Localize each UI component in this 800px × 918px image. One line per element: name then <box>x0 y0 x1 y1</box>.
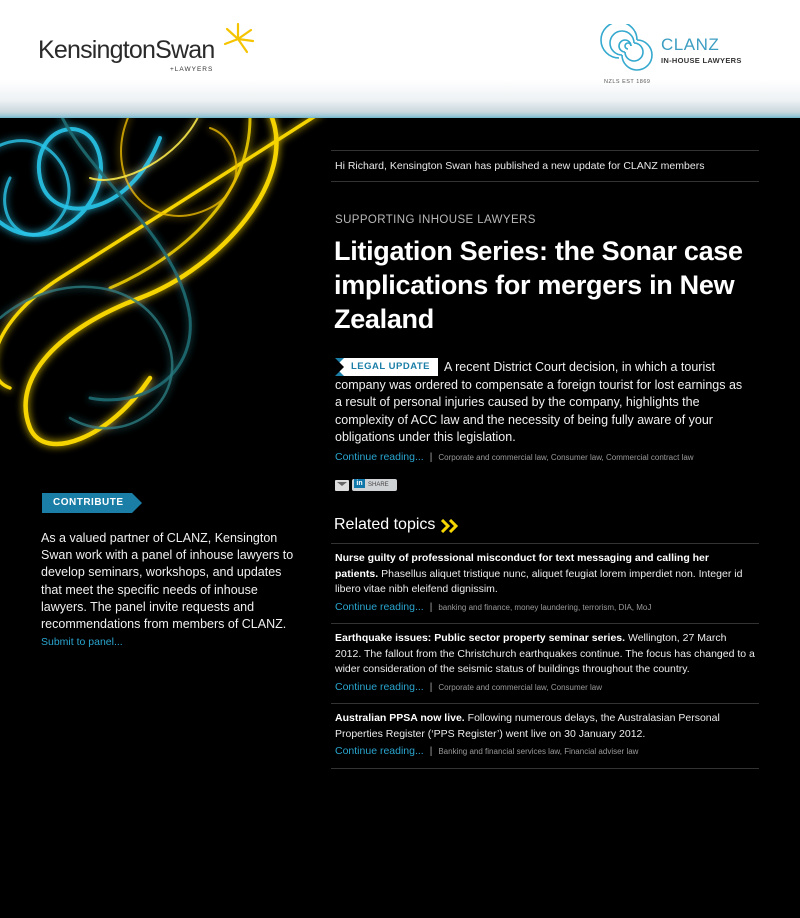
separator: | <box>429 451 433 463</box>
double-chevron-right-icon <box>440 519 460 533</box>
related-item-body: Phasellus aliquet tristique nunc, aliquet feugiat lorem imperdiet non. Integer id libero vitae nibh eleifend dignissim. <box>335 567 743 595</box>
email-icon[interactable] <box>335 480 349 491</box>
list-item <box>331 544 759 624</box>
article-categories: Corporate and commercial law, Consumer law, Commercial contract law <box>438 452 694 462</box>
separator: | <box>429 746 433 757</box>
related-item-body: Following numerous delays, the Australasian Personal Properties Register (‘PPS Register’) went live on 30 January 2012. <box>335 712 720 740</box>
legal-update-badge: LEGAL UPDATE <box>335 358 438 376</box>
article-meta <box>335 449 745 467</box>
clanz-name: CLANZ <box>661 35 720 54</box>
continue-reading-link[interactable]: Continue reading... <box>335 450 424 463</box>
related-item-title[interactable]: Nurse guilty of professional misconduct for text messaging and calling her patients. <box>335 552 709 580</box>
separator: | <box>429 601 433 613</box>
related-item-meta <box>335 680 755 696</box>
kensington-swan-logo[interactable] <box>38 36 215 73</box>
related-item-body: Wellington, 27 March 2012. The fallout from the Christchurch earthquakes continue. The focus has changed to a wider consideration of the seismic status of buildings throughout the country. <box>335 632 755 675</box>
clanz-swirl-icon <box>600 24 656 74</box>
contribute-text <box>41 530 296 651</box>
related-item-title[interactable]: Australian PPSA now live. <box>335 712 465 724</box>
article-body: A recent District Court decision, in which a tourist company was ordered to compensate a foreign tourist for lost earnings as a result of personal injuries caused by the company, highlights the complexity of ACC law and the necessity of being fully aware of your obligations under this legislation. <box>335 360 743 444</box>
contribute-badge: CONTRIBUTE <box>42 493 132 513</box>
ks-brand-name: KensingtonSwan <box>38 36 215 64</box>
section-kicker: SUPPORTING INHOUSE LAWYERS <box>335 214 536 226</box>
header <box>0 0 800 118</box>
article-summary <box>335 358 745 466</box>
continue-reading-link[interactable]: Continue reading... <box>335 680 424 693</box>
clanz-logo[interactable] <box>600 24 760 88</box>
contribute-body: As a valued partner of CLANZ, Kensington Swan work with a panel of inhouse lawyers to develop seminars, workshops, and updates that meet the specific needs of inhouse lawyers. The panel invite requests and recommendations from members of CLANZ. <box>41 531 294 632</box>
related-item-meta <box>335 744 755 760</box>
linkedin-share-button[interactable]: in SHARE <box>352 479 397 491</box>
star-icon <box>221 22 255 56</box>
decorative-light-swirls <box>0 118 330 478</box>
related-topics-list <box>331 543 759 769</box>
related-item-categories: Banking and financial services law, Financial adviser law <box>438 747 639 756</box>
linkedin-icon: in <box>354 479 365 488</box>
separator: | <box>429 681 433 693</box>
continue-reading-link[interactable]: Continue reading... <box>335 745 424 757</box>
clanz-established: NZLS EST 1869 <box>604 79 651 85</box>
page-title[interactable]: Litigation Series: the Sonar case implications for mergers in New Zealand <box>334 236 743 334</box>
submit-to-panel-link[interactable]: Submit to panel... <box>41 636 123 649</box>
related-item-meta <box>335 600 755 616</box>
related-item-categories: banking and finance, money laundering, terrorism, DIA, MoJ <box>438 602 652 612</box>
related-topics-title: Related topics <box>334 516 436 533</box>
related-item-title[interactable]: Earthquake issues: Public sector property seminar series. <box>335 632 626 644</box>
clanz-tagline: IN-HOUSE LAWYERS <box>661 56 742 65</box>
related-item-categories: Corporate and commercial law, Consumer law <box>438 682 602 692</box>
list-item <box>331 704 759 769</box>
greeting-bar: Hi Richard, Kensington Swan has published a new update for CLANZ members <box>331 150 759 182</box>
continue-reading-link[interactable]: Continue reading... <box>335 600 424 613</box>
ks-brand-sub: +LAWYERS <box>170 66 214 73</box>
list-item <box>331 624 759 704</box>
